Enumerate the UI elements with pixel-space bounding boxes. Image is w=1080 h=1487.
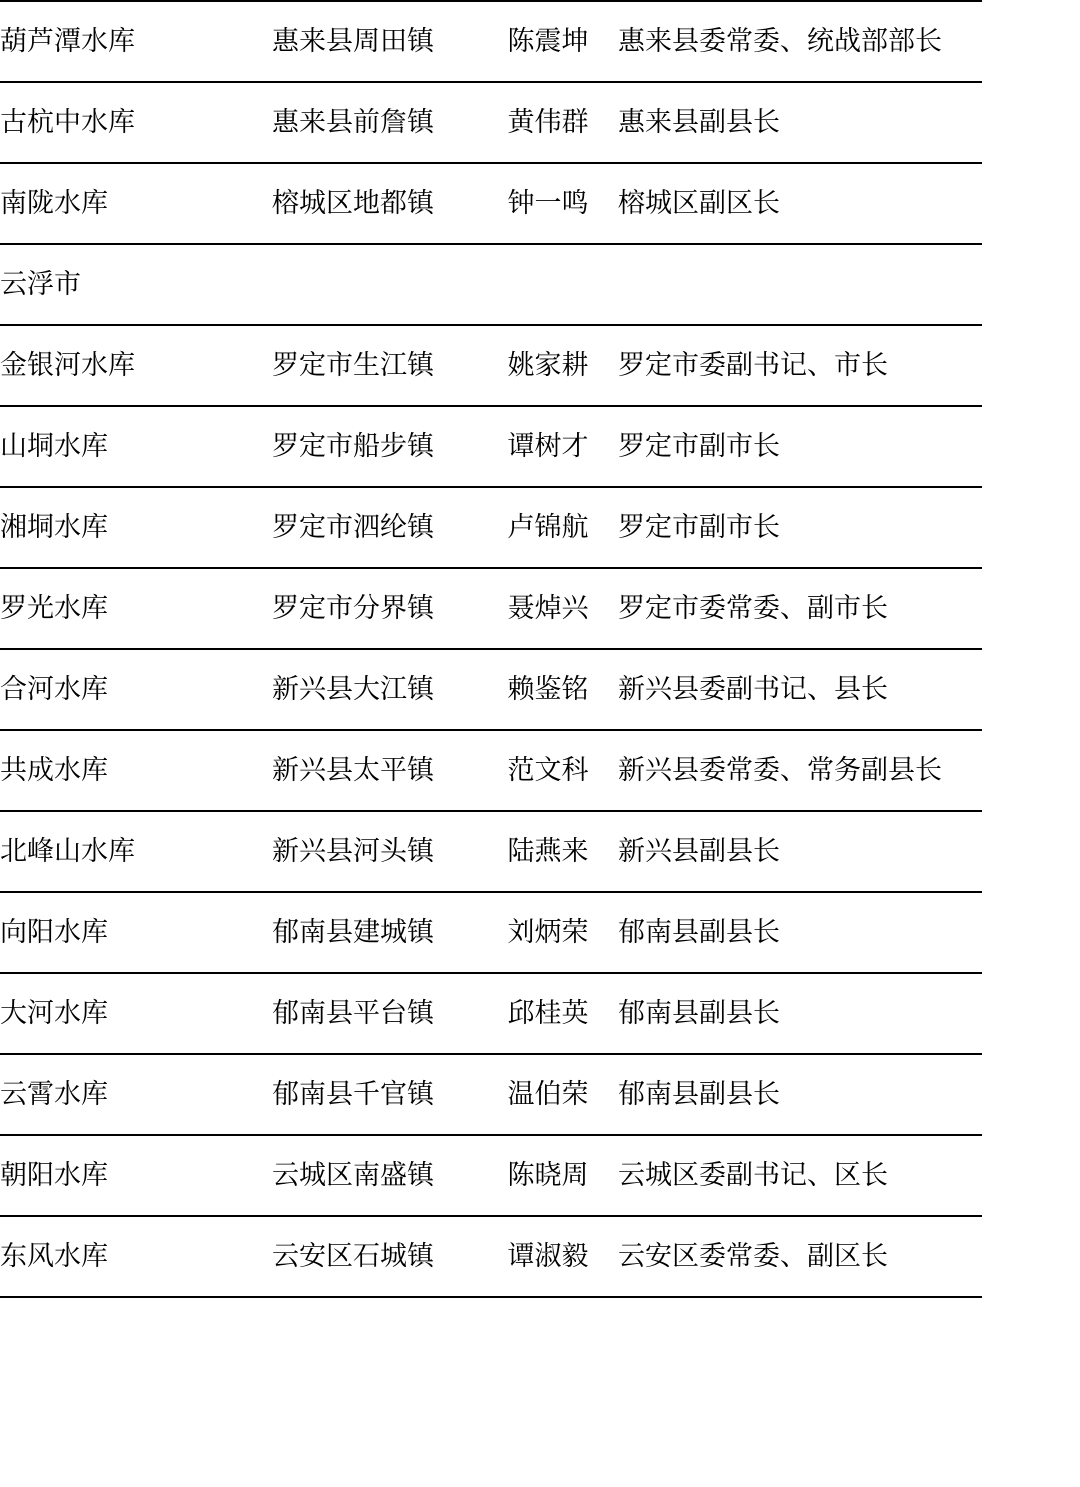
position-title-cell: 郁南县副县长 [618, 892, 982, 973]
position-title-cell: 罗定市副市长 [618, 406, 982, 487]
position-title-cell: 郁南县副县长 [618, 1054, 982, 1135]
reservoir-name-cell: 合河水库 [0, 649, 228, 730]
town-cell: 郁南县建城镇 [228, 892, 478, 973]
town-cell: 罗定市船步镇 [228, 406, 478, 487]
responsible-person-cell: 温伯荣 [478, 1054, 618, 1135]
position-title-cell: 罗定市委副书记、市长 [618, 325, 982, 406]
responsible-person-cell: 谭淑毅 [478, 1216, 618, 1297]
town-cell: 云城区南盛镇 [228, 1135, 478, 1216]
position-title-cell: 云城区委副书记、区长 [618, 1135, 982, 1216]
reservoir-name-cell: 云霄水库 [0, 1054, 228, 1135]
table-row [0, 406, 982, 487]
reservoir-name-cell: 北峰山水库 [0, 811, 228, 892]
town-cell: 榕城区地都镇 [228, 163, 478, 244]
table-row [0, 811, 982, 892]
responsible-person-cell: 聂焯兴 [478, 568, 618, 649]
responsible-person-cell: 刘炳荣 [478, 892, 618, 973]
town-cell: 罗定市生江镇 [228, 325, 478, 406]
table-row [0, 487, 982, 568]
responsible-person-cell: 范文科 [478, 730, 618, 811]
position-title-cell: 罗定市副市长 [618, 487, 982, 568]
town-cell: 郁南县平台镇 [228, 973, 478, 1054]
group-label: 云浮市 [0, 244, 982, 325]
responsible-person-cell: 陆燕来 [478, 811, 618, 892]
table-row [0, 892, 982, 973]
table-group-row [0, 244, 982, 325]
position-title-cell: 新兴县副县长 [618, 811, 982, 892]
table-row [0, 1216, 982, 1297]
position-title-cell: 云安区委常委、副区长 [618, 1216, 982, 1297]
reservoir-name-cell: 共成水库 [0, 730, 228, 811]
town-cell: 惠来县前詹镇 [228, 82, 478, 163]
reservoir-name-cell: 葫芦潭水库 [0, 1, 228, 82]
responsible-person-cell: 黄伟群 [478, 82, 618, 163]
responsible-person-cell: 陈晓周 [478, 1135, 618, 1216]
table-row [0, 1054, 982, 1135]
table-row [0, 325, 982, 406]
position-title-cell: 惠来县委常委、统战部部长 [618, 1, 982, 82]
responsible-person-cell: 卢锦航 [478, 487, 618, 568]
responsible-person-cell: 赖鉴铭 [478, 649, 618, 730]
position-title-cell: 罗定市委常委、副市长 [618, 568, 982, 649]
table-row [0, 1, 982, 82]
town-cell: 郁南县千官镇 [228, 1054, 478, 1135]
position-title-cell: 郁南县副县长 [618, 973, 982, 1054]
responsible-person-cell: 邱桂英 [478, 973, 618, 1054]
position-title-cell: 新兴县委常委、常务副县长 [618, 730, 982, 811]
town-cell: 新兴县太平镇 [228, 730, 478, 811]
table-row [0, 82, 982, 163]
table-row [0, 973, 982, 1054]
town-cell: 惠来县周田镇 [228, 1, 478, 82]
responsible-person-cell: 姚家耕 [478, 325, 618, 406]
reservoir-name-cell: 东风水库 [0, 1216, 228, 1297]
reservoir-name-cell: 金银河水库 [0, 325, 228, 406]
reservoir-name-cell: 南陇水库 [0, 163, 228, 244]
town-cell: 罗定市分界镇 [228, 568, 478, 649]
table-row [0, 163, 982, 244]
table-row [0, 1135, 982, 1216]
position-title-cell: 榕城区副区长 [618, 163, 982, 244]
town-cell: 新兴县河头镇 [228, 811, 478, 892]
table-row [0, 730, 982, 811]
reservoir-name-cell: 湘垌水库 [0, 487, 228, 568]
table-body [0, 1, 982, 1297]
reservoir-name-cell: 山垌水库 [0, 406, 228, 487]
position-title-cell: 惠来县副县长 [618, 82, 982, 163]
town-cell: 云安区石城镇 [228, 1216, 478, 1297]
reservoir-name-cell: 大河水库 [0, 973, 228, 1054]
responsible-person-cell: 钟一鸣 [478, 163, 618, 244]
reservoir-name-cell: 朝阳水库 [0, 1135, 228, 1216]
reservoir-name-cell: 古杭中水库 [0, 82, 228, 163]
town-cell: 新兴县大江镇 [228, 649, 478, 730]
reservoir-name-cell: 罗光水库 [0, 568, 228, 649]
reservoir-name-cell: 向阳水库 [0, 892, 228, 973]
position-title-cell: 新兴县委副书记、县长 [618, 649, 982, 730]
table-row [0, 649, 982, 730]
table-row [0, 568, 982, 649]
responsible-person-cell: 谭树才 [478, 406, 618, 487]
town-cell: 罗定市泗纶镇 [228, 487, 478, 568]
responsible-person-cell: 陈震坤 [478, 1, 618, 82]
